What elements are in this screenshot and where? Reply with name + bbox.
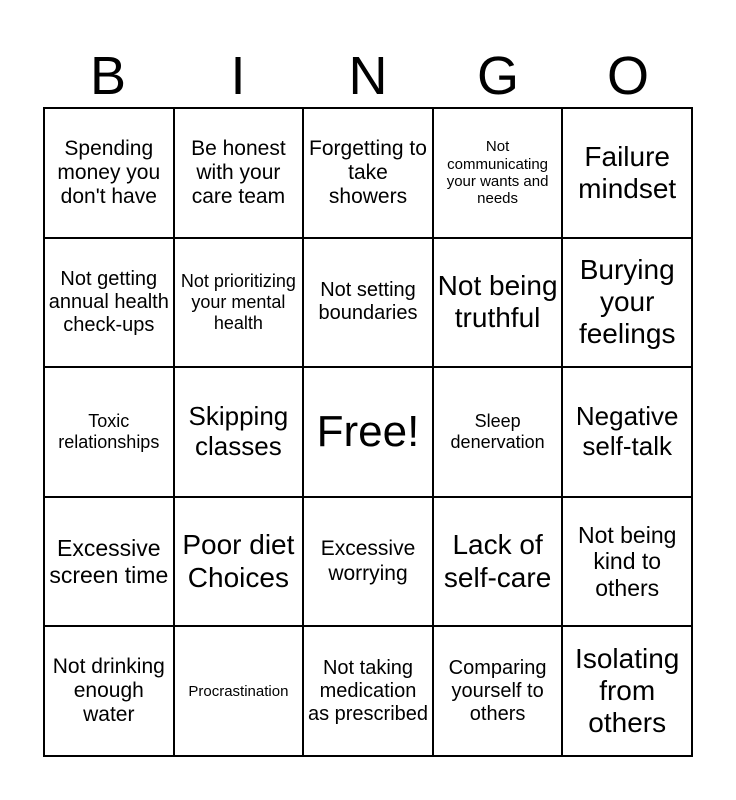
bingo-cell[interactable] xyxy=(562,238,692,368)
cell-text: Isolating from others xyxy=(575,642,680,739)
cell-text: Skipping classes xyxy=(188,401,289,461)
cell-text: Not setting boundaries xyxy=(318,279,418,325)
cell-text: Not prioritizing your mental health xyxy=(180,271,296,333)
bingo-cell[interactable] xyxy=(562,367,692,497)
bingo-cell[interactable] xyxy=(174,108,304,238)
bingo-cell[interactable] xyxy=(44,367,174,497)
bingo-board xyxy=(43,107,693,757)
header-letter-g: G xyxy=(476,46,519,106)
bingo-cell[interactable] xyxy=(303,108,433,238)
cell-text: Be honest with your care team xyxy=(191,136,286,208)
cell-text: Excessive worrying xyxy=(320,537,416,585)
cell-text: Not drinking enough water xyxy=(52,654,165,727)
cell-text: Not communicating your wants and needs xyxy=(446,138,549,208)
bingo-cell[interactable] xyxy=(562,497,692,627)
cell-text: Procrastination xyxy=(188,682,289,700)
bingo-cell[interactable] xyxy=(303,497,433,627)
header-letter-o: O xyxy=(606,46,649,106)
bingo-cell[interactable] xyxy=(433,497,563,627)
bingo-cell[interactable] xyxy=(44,497,174,627)
cell-text: Not being kind to others xyxy=(577,521,677,601)
header-letter-n: N xyxy=(348,46,388,106)
cell-text: Sleep denervation xyxy=(450,411,545,452)
cell-text: Burying your feelings xyxy=(578,254,676,350)
bingo-cell[interactable] xyxy=(562,626,692,756)
cell-text: Not taking medication as prescribed xyxy=(307,656,429,725)
cell-text: Negative self-talk xyxy=(575,401,679,461)
bingo-cell[interactable] xyxy=(44,238,174,368)
bingo-cell[interactable] xyxy=(562,108,692,238)
cell-text: Poor diet Choices xyxy=(182,529,295,593)
header-letter-b: B xyxy=(89,46,127,106)
bingo-cell[interactable] xyxy=(433,367,563,497)
cell-text: Comparing yourself to others xyxy=(448,656,547,725)
bingo-header xyxy=(43,44,693,108)
cell-text: Lack of self-care xyxy=(443,529,552,593)
bingo-cell[interactable] xyxy=(174,626,304,756)
bingo-cell[interactable] xyxy=(174,497,304,627)
bingo-cell[interactable] xyxy=(44,108,174,238)
bingo-cell[interactable] xyxy=(44,626,174,756)
bingo-cell[interactable] xyxy=(174,238,304,368)
cell-text: Excessive screen time xyxy=(49,535,169,588)
cell-text: Spending money you don't have xyxy=(57,136,161,208)
free-space-text: Free! xyxy=(316,406,420,456)
bingo-cell[interactable] xyxy=(174,367,304,497)
bingo-cell[interactable] xyxy=(433,626,563,756)
bingo-cell[interactable] xyxy=(303,626,433,756)
cell-text: Toxic relationships xyxy=(58,411,160,452)
cell-text: Failure mindset xyxy=(578,140,677,204)
bingo-cell[interactable] xyxy=(433,238,563,368)
cell-text: Not getting annual health check-ups xyxy=(48,267,169,336)
cell-text: Not being truthful xyxy=(437,270,558,334)
bingo-cell[interactable] xyxy=(433,108,563,238)
header-letter-i: I xyxy=(230,46,246,106)
bingo-cell-free[interactable] xyxy=(303,367,433,497)
bingo-cell[interactable] xyxy=(303,238,433,368)
cell-text: Forgetting to take showers xyxy=(309,136,427,208)
